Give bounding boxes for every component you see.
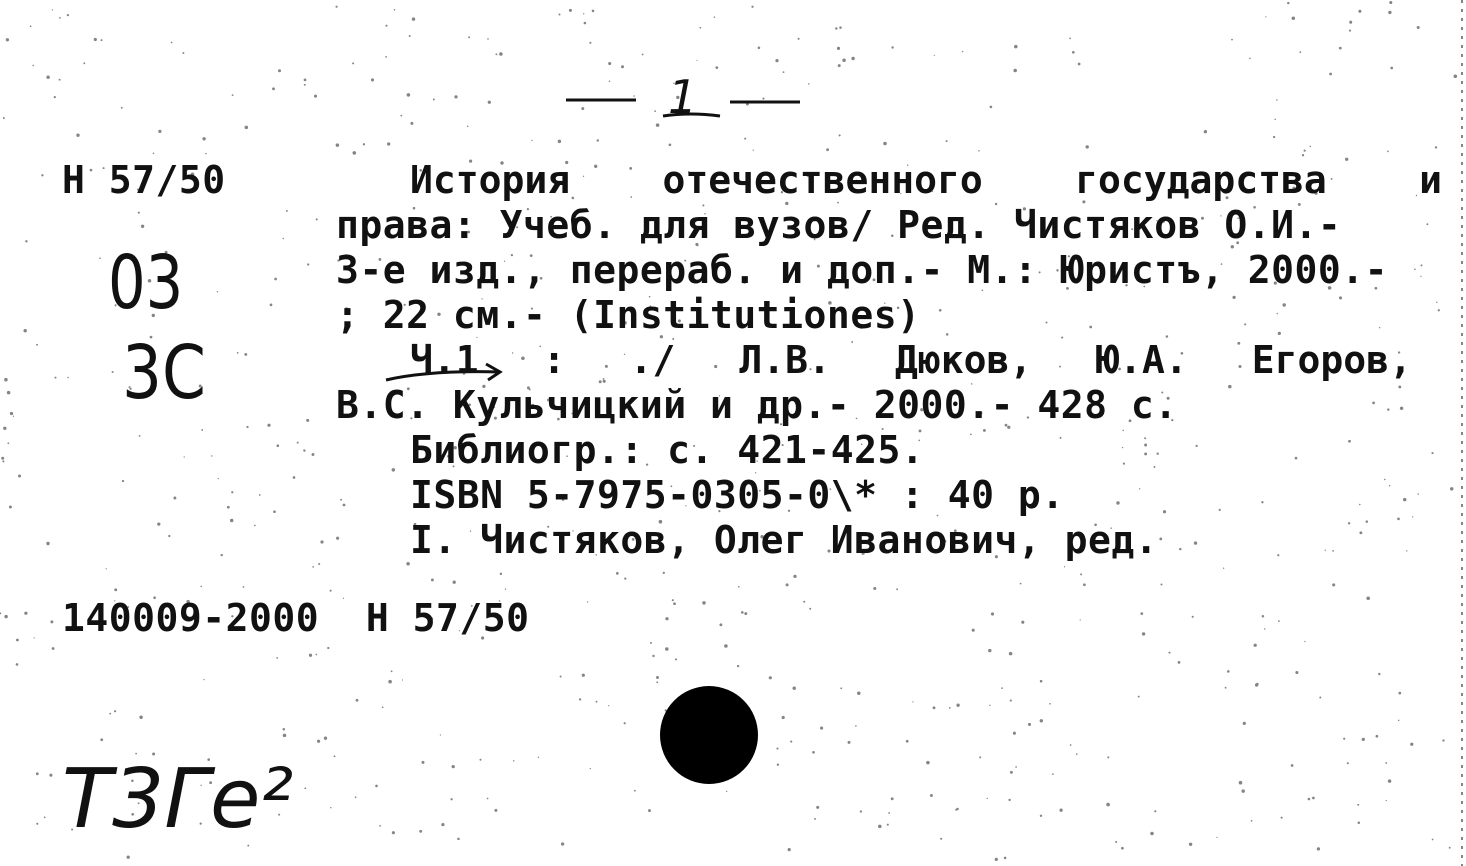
part-word: Егоров, (1251, 338, 1412, 382)
part-word: ./ (629, 338, 676, 382)
shelf-mark: Н 57/50 (62, 158, 226, 202)
title-line-4: ; 22 см.- (Institutiones) (336, 293, 921, 337)
title-word: отечественного (662, 158, 983, 202)
part-word: Дюков, (894, 338, 1033, 382)
part-word: : (542, 338, 566, 382)
handwritten-note-2: 3С (122, 330, 206, 416)
page-number: 1 (668, 70, 698, 124)
part-word: Ч.1 (410, 338, 479, 382)
title-line-3: 3-е изд., перераб. и доп.- М.: Юристъ, 2000.- (336, 248, 1389, 292)
punch-hole (660, 686, 758, 784)
part-line-1 (410, 338, 1412, 382)
title-word: государства (1075, 158, 1327, 202)
title-word: История (410, 158, 571, 202)
isbn-note: ISBN 5-7975-0305-0\* : 40 р. (410, 473, 1065, 517)
title-word: и (1419, 158, 1442, 202)
title-line-1 (410, 158, 1442, 202)
bibliography-note: Библиогр.: с. 421-425. (410, 428, 925, 472)
title-line-2: права: Учеб. для вузов/ Ред. Чистяков О.И.- (336, 203, 1342, 247)
part-line-2: В.С. Кульчицкий и др.- 2000.- 428 с. (336, 383, 1178, 427)
handwritten-shelf-code: Т3Ге² (62, 752, 294, 847)
added-entry: I. Чистяков, Олег Иванович, ред. (410, 518, 1159, 562)
handwritten-note-1: 03 (108, 240, 184, 326)
part-word: Л.В. (739, 338, 831, 382)
part-word: Ю.А. (1096, 338, 1188, 382)
footer-code: 140009-2000 Н 57/50 (62, 596, 530, 640)
